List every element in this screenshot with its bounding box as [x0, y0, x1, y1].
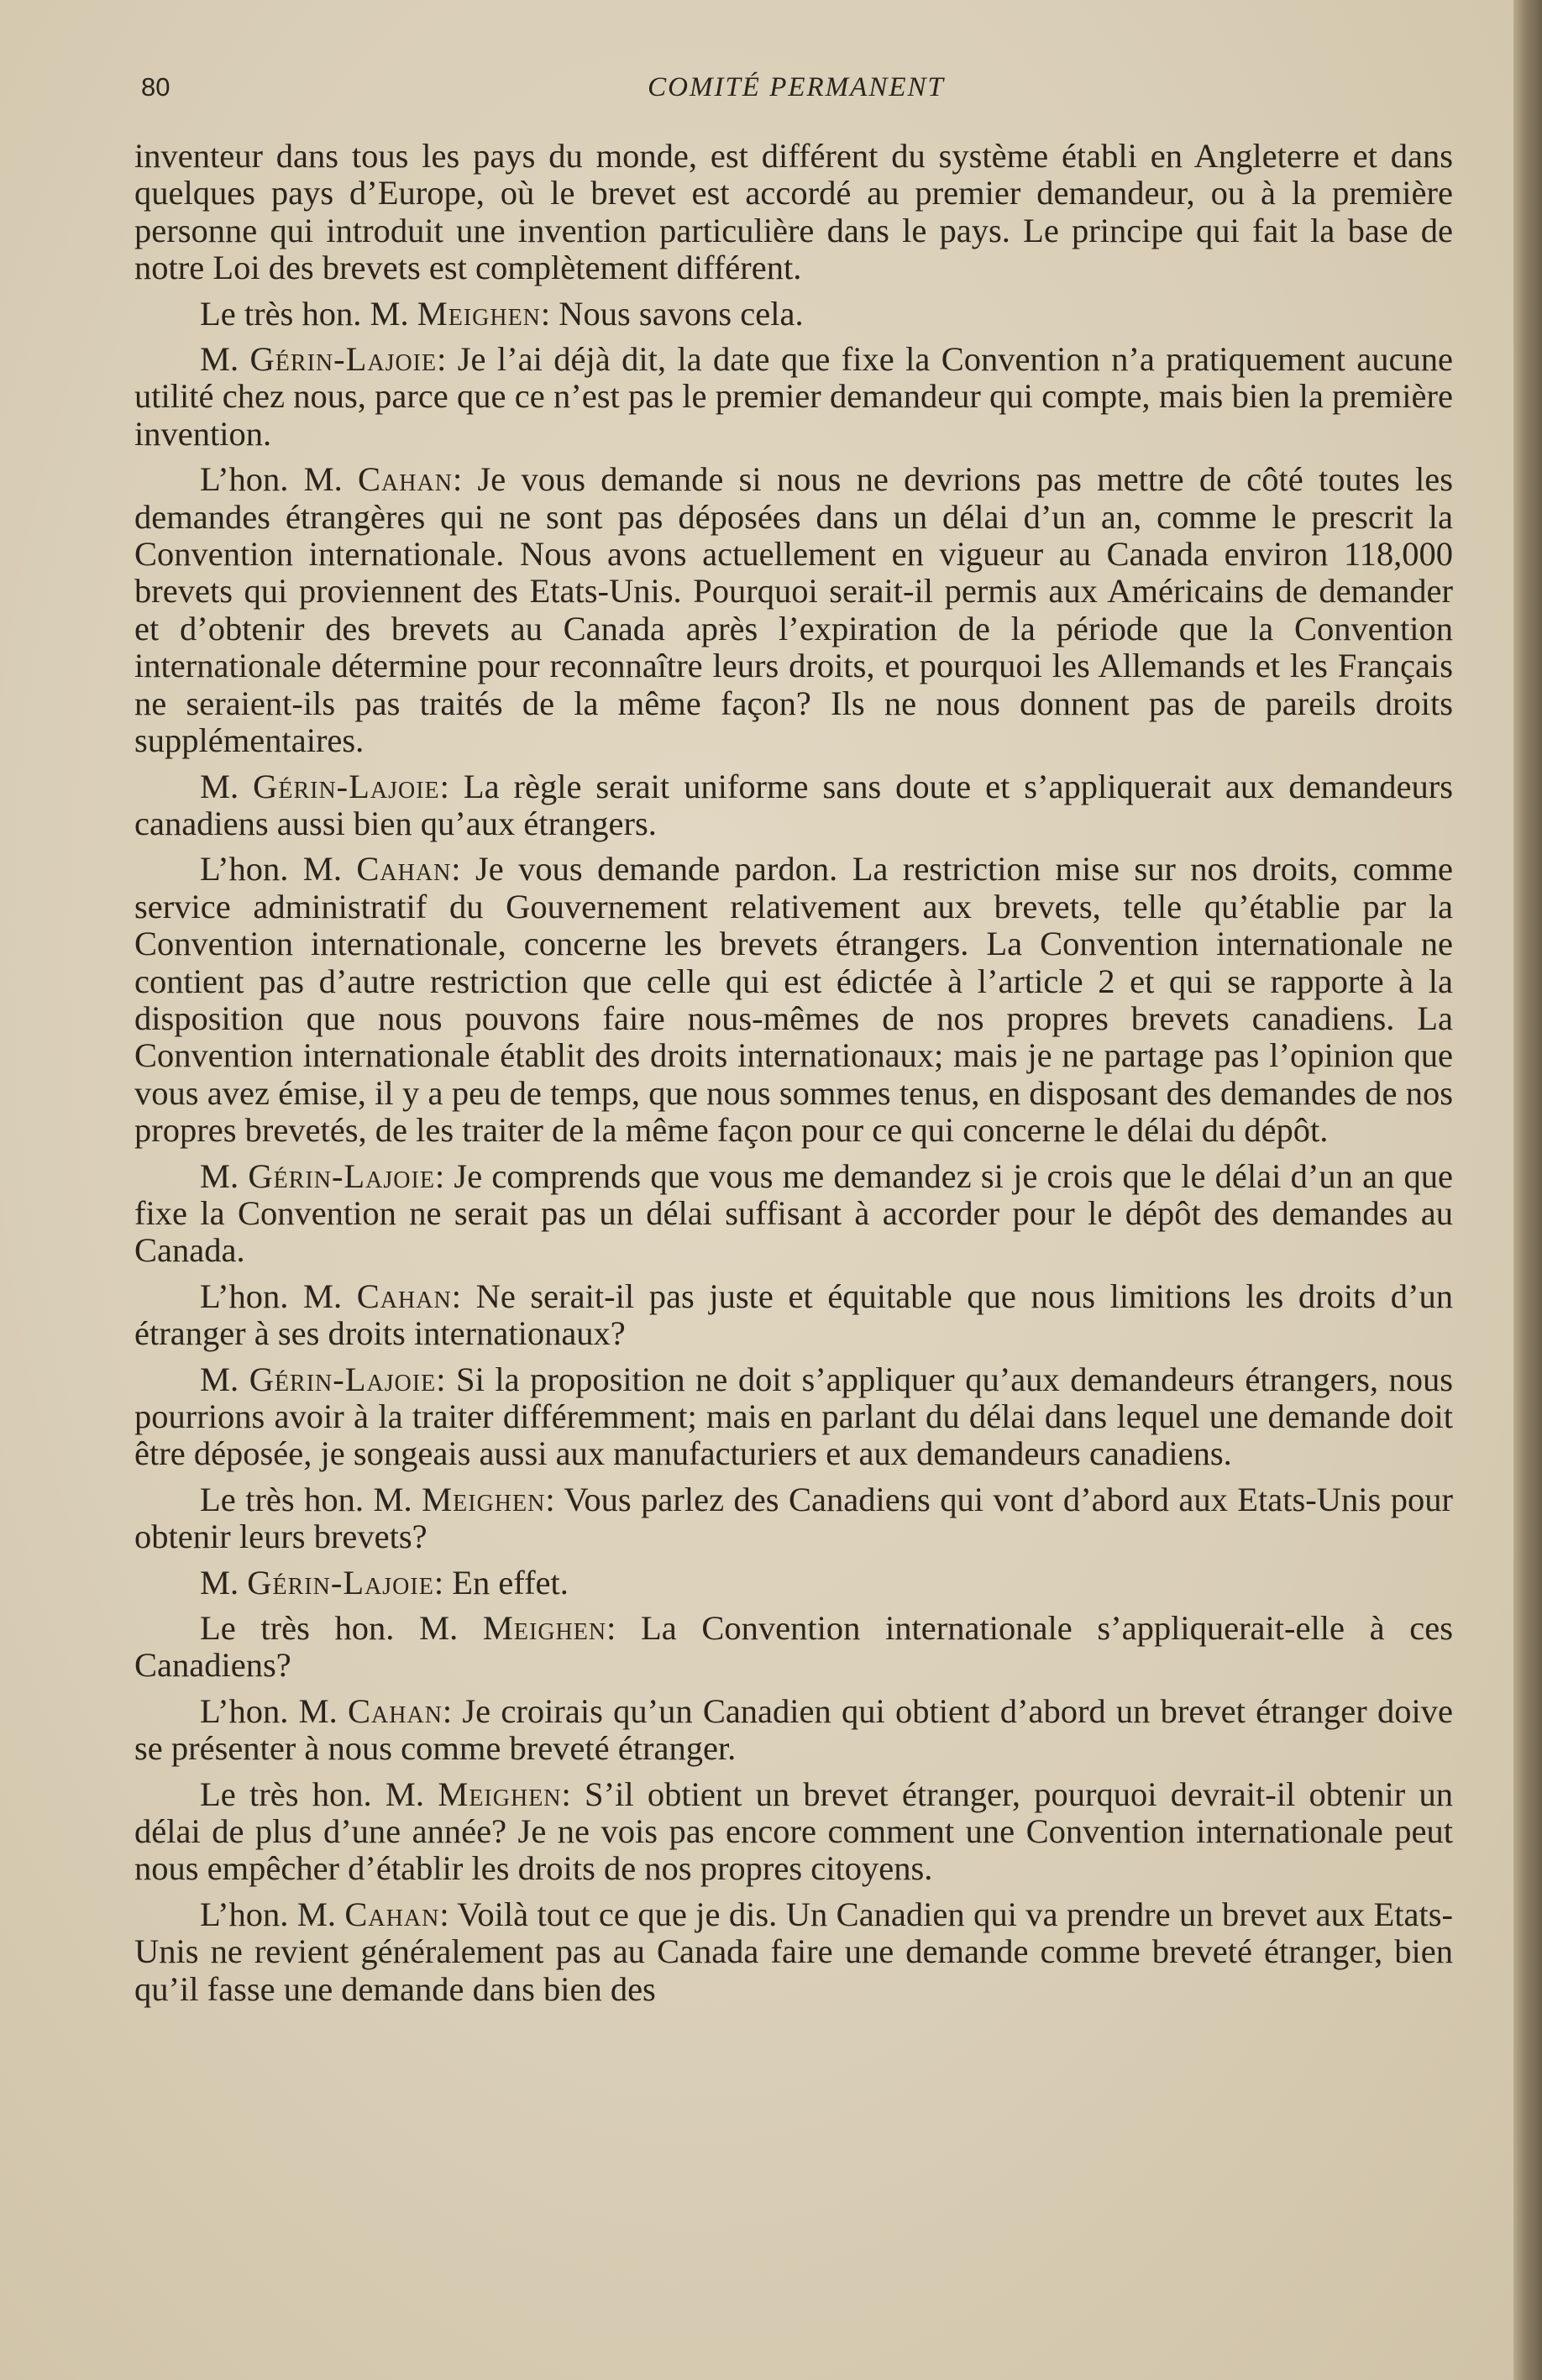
speaker-name: Cahan — [348, 1691, 443, 1730]
paragraph: M. Gérin-Lajoie: Je comprends que vous me demandez si je crois que le délai d’un an que fixe la Convention ne serait pas un délai suffisant à accorder pour le dépôt des demandes au Canada. — [134, 1156, 1453, 1270]
paragraph: M. Gérin-Lajoie: En effet. — [200, 1563, 569, 1602]
speaker-name: Gérin-Lajoie — [247, 1563, 434, 1602]
paragraph: Le très hon. M. Meighen: Nous savons cela. — [200, 294, 804, 333]
paragraph: L’hon. M. Cahan: Je croirais qu’un Canadien qui obtient d’abord un brevet étranger doive se présenter à nous comme breveté étranger. — [134, 1691, 1453, 1768]
book-spine-shadow — [1513, 0, 1542, 2380]
speaker-name: Gérin-Lajoie — [248, 1156, 435, 1195]
speaker-name: Gérin-Lajoie — [253, 767, 440, 805]
page-header — [141, 72, 1451, 114]
speaker-name: Meighen — [482, 1609, 607, 1648]
speaker-name: Gérin-Lajoie — [249, 340, 438, 379]
speaker-name: Cahan — [358, 460, 453, 499]
paragraph: Le très hon. M. Meighen: Vous parlez des Canadiens qui vont d’abord aux Etats-Unis pour obtenir leurs brevets? — [134, 1480, 1454, 1556]
page-number: 80 — [141, 72, 170, 102]
paragraph: L’hon. M. Cahan: Je vous demande pardon. La restriction mise sur nos droits, comme service administratif du Gouvernement relativement aux brevets, telle qu’établie par la Convention internationale, concerne les brevets étrangers. La Convention internationale ne contient pas d’autre restriction que celle qui est édictée à l’article 2 et qui se rapporte à la disposition que nous pouvons faire nous-mêmes de nos propres brevets canadiens. La Convention internationale établit des droits internationaux; mais je ne partage pas l’opinion que vous avez émise, il y a peu de temps, que nous sommes tenus, en disposant des demandes de nos propres brevetés, de les traiter de la même façon pour ce qui concerne le délai du dépôt. — [134, 850, 1454, 1150]
paragraph: M. Gérin-Lajoie: La règle serait uniforme sans doute et s’appliquerait aux demandeurs canadiens aussi bien qu’aux étrangers. — [134, 767, 1454, 842]
paragraph: Le très hon. M. Meighen: S’il obtient un brevet étranger, pourquoi devrait-il obtenir un délai de plus d’une année? Je ne vois pas encore comment une Convention internationale peut nous empêcher d’établir les droits de nos propres citoyens. — [134, 1775, 1453, 1888]
body-text — [134, 138, 1453, 2016]
paragraph: inventeur dans tous les pays du monde, est différent du système établi en Angleterre et dans quelques pays d’Europe, où le brevet est accordé au premier demandeur, ou à la première personne qui introduit une invention particulière dans le pays. Le principe qui fait la base de notre Loi des brevets est complètement différent. — [134, 137, 1453, 287]
speaker-name: Cahan — [356, 1276, 452, 1315]
paragraph: M. Gérin-Lajoie: Je l’ai déjà dit, la date que fixe la Convention n’a pratiquement aucune utilité chez nous, parce que ce n’est pas le premier demandeur qui compte, mais bien la première invention. — [134, 340, 1454, 453]
speaker-name: Meighen — [438, 1775, 562, 1813]
speaker-name: Meighen — [417, 294, 541, 333]
paragraph: L’hon. M. Cahan: Voilà tout ce que je dis. Un Canadien qui va prendre un brevet aux Etats-Unis ne revient généralement pas au Canada faire une demande comme breveté étranger, bien qu’il fasse une demande dans bien des — [134, 1895, 1453, 2008]
speaker-name: Gérin-Lajoie — [249, 1360, 437, 1398]
speaker-name: Cahan — [344, 1895, 440, 1933]
speaker-name: Cahan — [356, 850, 452, 889]
speaker-name: Meighen — [422, 1480, 546, 1518]
paragraph: Le très hon. M. Meighen: La Convention internationale s’appliquerait-elle à ces Canadiens? — [134, 1609, 1454, 1685]
paragraph: L’hon. M. Cahan: Ne serait-il pas juste et équitable que nous limitions les droits d’un étranger à ses droits internationaux? — [134, 1276, 1453, 1353]
paragraph: M. Gérin-Lajoie: Si la proposition ne doit s’appliquer qu’aux demandeurs étrangers, nous pourrions avoir à la traiter différemment; mais en parlant du délai dans lequel une demande doit être déposée, je songeais aussi aux manufacturiers et aux demandeurs canadiens. — [134, 1360, 1454, 1473]
paragraph: L’hon. M. Cahan: Je vous demande si nous ne devrions pas mettre de côté toutes les demandes étrangères qui ne sont pas déposées dans un délai d’un an, comme le prescrit la Convention internationale. Nous avons actuellement en vigueur au Canada environ 118,000 brevets qui proviennent des Etats-Unis. Pourquoi serait-il permis aux Américains de demander et d’obtenir des brevets au Canada après l’expiration de la période que la Convention internationale détermine pour reconnaître leurs droits, et pourquoi les Allemands et les Français ne seraient-ils pas traités de la même façon? Ils ne nous donnent pas de pareils droits supplémentaires. — [134, 460, 1454, 760]
running-head: COMITÉ PERMANENT — [648, 72, 945, 102]
